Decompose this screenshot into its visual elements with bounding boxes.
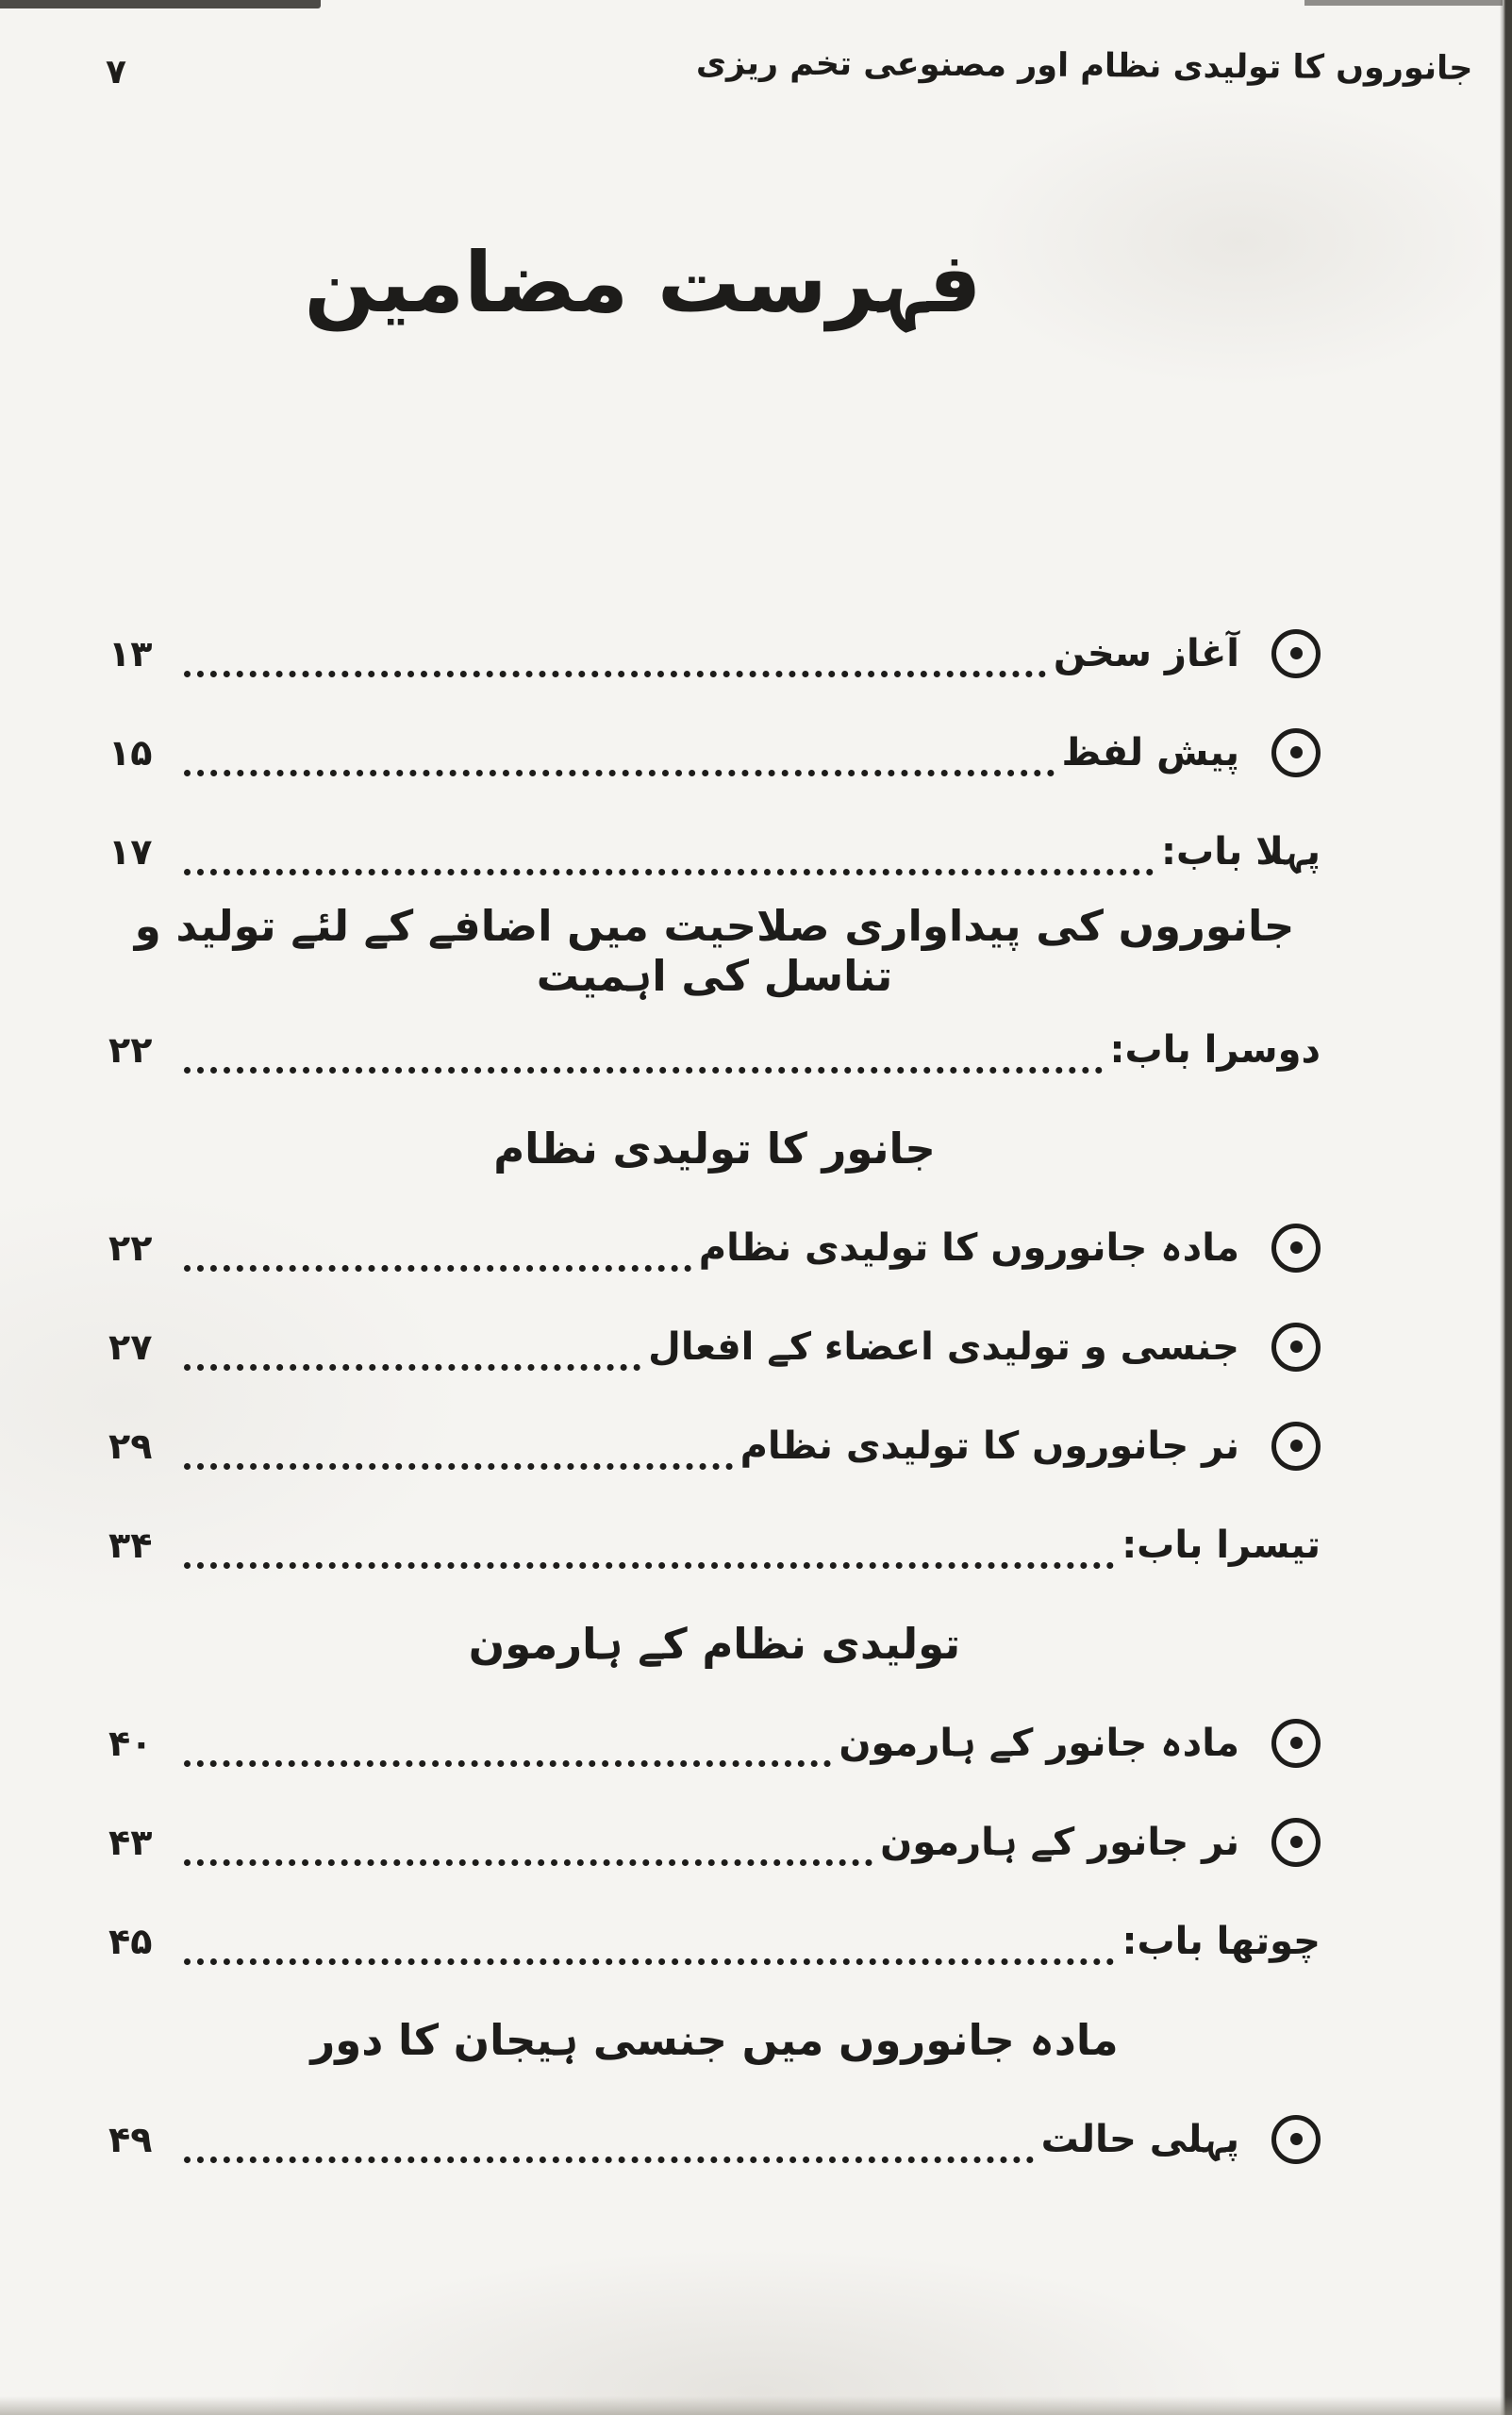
toc-entry-label: مادہ جانور کے ہارمون — [839, 1721, 1239, 1765]
circled-dot-bullet-icon — [1271, 728, 1321, 777]
toc-entry-page-number: ۴۵ — [108, 1920, 153, 1962]
toc-entry-label: چوتھا باب: — [1122, 1919, 1321, 1963]
toc-entry-page-number: ۴۹ — [108, 2118, 153, 2160]
toc-entry-page-number: ۴۰ — [108, 1722, 153, 1764]
dotted-leader — [184, 1760, 831, 1767]
toc-entry-page-number: ۴۳ — [108, 1821, 153, 1863]
page-number: ۷ — [106, 53, 126, 92]
running-header-title: جانوروں کا تولیدی نظام اور مصنوعی تخم ریزی — [695, 44, 1473, 88]
dotted-leader — [184, 1859, 872, 1866]
dotted-leader — [184, 1265, 691, 1272]
toc-entry — [108, 1891, 1321, 1990]
dotted-leader — [184, 1958, 1114, 1965]
toc-entry — [108, 1495, 1321, 1594]
dotted-leader — [184, 1463, 733, 1470]
toc-entry-page-number: ۱۳ — [108, 632, 153, 675]
circled-dot-bullet-icon — [1271, 2115, 1321, 2164]
toc-section-title — [108, 1594, 1321, 1693]
dotted-leader — [184, 1562, 1114, 1569]
toc-entry-label: جنسی و تولیدی اعضاء کے افعال — [648, 1324, 1239, 1369]
toc-entry-label: نر جانوروں کا تولیدی نظام — [739, 1424, 1239, 1468]
dotted-leader — [184, 671, 1046, 677]
toc-entry-page-number: ۱۷ — [108, 830, 153, 873]
toc-entry — [108, 2090, 1321, 2189]
toc-section-title-label: جانور کا تولیدی نظام — [493, 1124, 936, 1174]
dotted-leader — [184, 770, 1055, 776]
circled-dot-bullet-icon — [1271, 1224, 1321, 1273]
toc-entry-label: مادہ جانوروں کا تولیدی نظام — [698, 1225, 1239, 1270]
running-header — [106, 44, 1473, 92]
toc-entry-page-number: ۱۵ — [108, 731, 153, 774]
toc-entry — [108, 1198, 1321, 1297]
toc-entry-label: آغاز سخن — [1053, 631, 1239, 675]
toc-entry-page-number: ۲۹ — [108, 1424, 153, 1467]
dotted-leader — [184, 869, 1154, 875]
toc-entry-label: تیسرا باب: — [1122, 1523, 1321, 1567]
toc-entry — [108, 1000, 1321, 1099]
toc-section-title — [108, 1990, 1321, 2090]
dotted-leader — [184, 1067, 1103, 1074]
toc-list — [108, 604, 1321, 2189]
toc-entry-label: پیش لفظ — [1061, 730, 1239, 774]
toc-entry-page-number: ۲۲ — [108, 1028, 153, 1071]
toc-entry — [108, 604, 1321, 703]
toc-entry-page-number: ۲۷ — [108, 1325, 153, 1368]
toc-section-title-label: تولیدی نظام کے ہارمون — [468, 1619, 961, 1669]
toc-heading: فہرست مضامین — [304, 234, 982, 331]
toc-entry-page-number: ۲۲ — [108, 1226, 153, 1269]
toc-entry-label: نر جانور کے ہارمون — [880, 1820, 1239, 1864]
scan-bottom-edge — [0, 2396, 1512, 2415]
toc-entry — [108, 703, 1321, 802]
toc-entry-label: دوسرا باب: — [1109, 1027, 1321, 1072]
toc-entry — [108, 1792, 1321, 1891]
toc-entry-page-number: ۳۴ — [108, 1524, 153, 1566]
circled-dot-bullet-icon — [1271, 1818, 1321, 1867]
toc-entry — [108, 1396, 1321, 1495]
toc-entry-label: پہلا باب: — [1161, 829, 1321, 874]
toc-section-title — [108, 901, 1321, 1000]
dotted-leader — [184, 1364, 640, 1371]
circled-dot-bullet-icon — [1271, 1323, 1321, 1372]
scan-top-right-edge — [1304, 0, 1503, 6]
toc-entry-label: پہلی حالت — [1040, 2117, 1239, 2161]
scan-top-edge — [0, 0, 321, 8]
dotted-leader — [184, 2157, 1034, 2163]
toc-section-title — [108, 1099, 1321, 1198]
toc-section-title-label: مادہ جانوروں میں جنسی ہیجان کا دور — [310, 2015, 1119, 2065]
circled-dot-bullet-icon — [1271, 629, 1321, 678]
toc-section-title-label: جانوروں کی پیداواری صلاحیت میں اضافے کے لئے تولید و تناسل کی اہمیت — [134, 900, 1295, 1001]
circled-dot-bullet-icon — [1271, 1719, 1321, 1768]
toc-entry — [108, 1693, 1321, 1792]
toc-entry — [108, 1297, 1321, 1396]
toc-entry — [108, 802, 1321, 901]
book-binding-edge — [1500, 0, 1512, 2415]
circled-dot-bullet-icon — [1271, 1422, 1321, 1471]
